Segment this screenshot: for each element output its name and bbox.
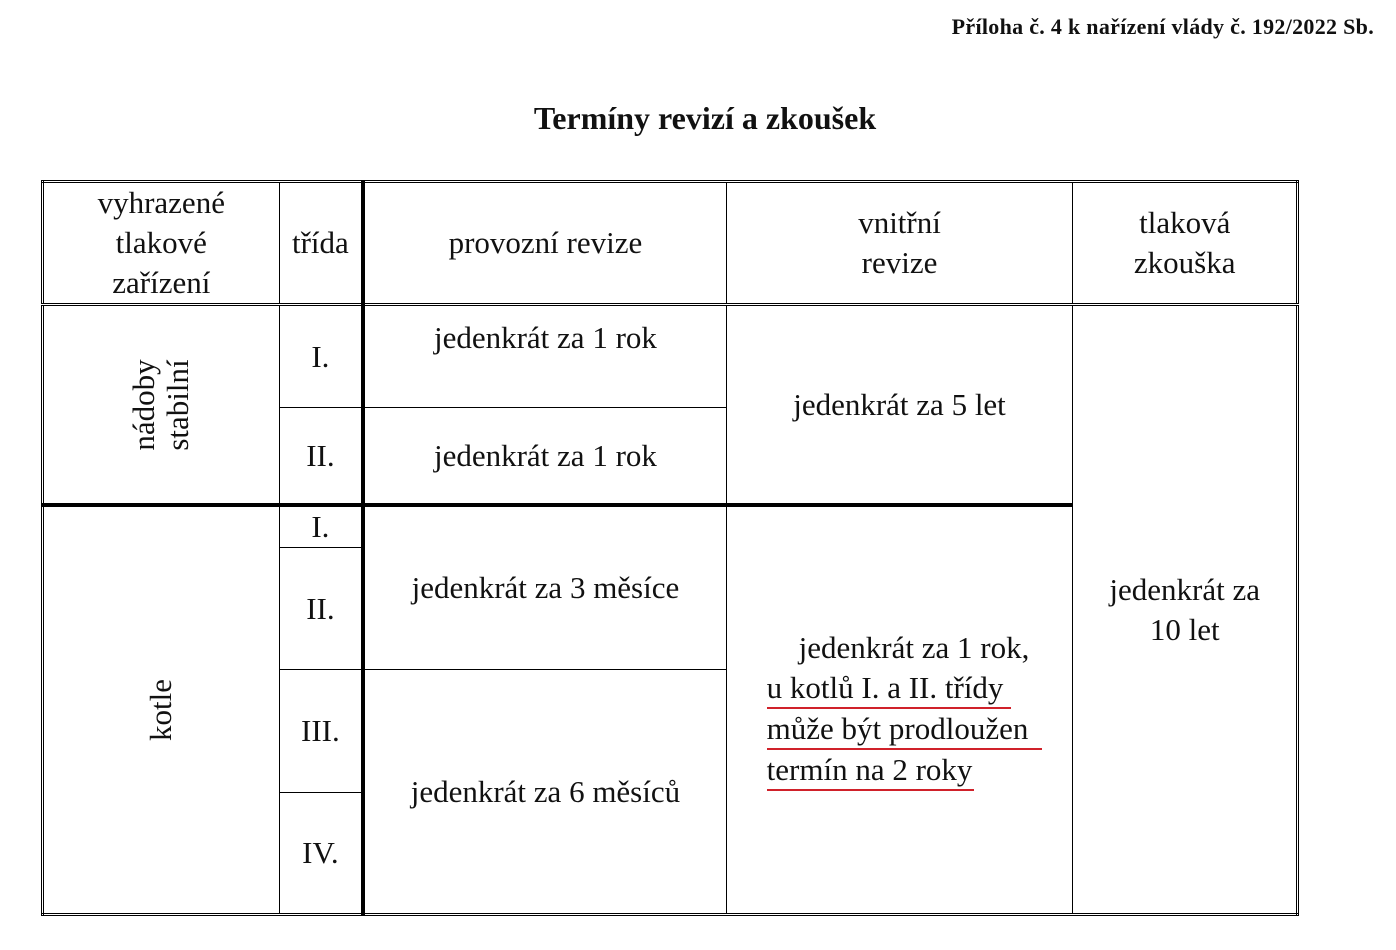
class-boilers-2: II. bbox=[279, 547, 363, 669]
class-boilers-3: III. bbox=[279, 670, 363, 792]
page-title: Termíny revizí a zkoušek bbox=[533, 100, 877, 136]
group-vessels: nádoby stabilní bbox=[43, 305, 280, 505]
underlined-text: u kotlů I. a II. třídy bbox=[767, 669, 1012, 709]
header-pressure-test: tlaková zkouška bbox=[1073, 182, 1298, 305]
internal-vessels: jedenkrát za 5 let bbox=[726, 305, 1073, 505]
group-boilers: kotle bbox=[43, 505, 280, 915]
table-row bbox=[43, 305, 1298, 408]
internal-boilers bbox=[726, 505, 1073, 915]
class-vessels-2: II. bbox=[279, 408, 363, 505]
table-header-row bbox=[43, 182, 1298, 305]
header-device: vyhrazené tlakové zařízení bbox=[43, 182, 280, 305]
class-boilers-4: IV. bbox=[279, 792, 363, 914]
pressure-test-all: jedenkrát za 10 let bbox=[1073, 305, 1298, 915]
underlined-text: termín na 2 roky bbox=[767, 751, 975, 791]
annex-reference: Příloha č. 4 k nařízení vlády č. 192/2022 Sb. bbox=[951, 14, 1374, 39]
header-internal-revision: vnitřní revize bbox=[726, 182, 1073, 305]
operational-vessels-2: jedenkrát za 1 rok bbox=[363, 408, 726, 505]
internal-boilers-note: jedenkrát za 1 rok, u kotlů I. a II. třídy může být prodloužen termín na 2 roky bbox=[757, 628, 1043, 791]
class-boilers-1: I. bbox=[279, 505, 363, 548]
class-vessels-1: I. bbox=[279, 305, 363, 408]
revision-table bbox=[41, 180, 1299, 916]
operational-vessels-1: jedenkrát za 1 rok bbox=[363, 305, 726, 408]
header-operational-revision: provozní revize bbox=[363, 182, 726, 305]
underlined-text: může být prodloužen bbox=[767, 710, 1043, 750]
header-class: třída bbox=[279, 182, 363, 305]
operational-boilers-1-2: jedenkrát za 3 měsíce bbox=[363, 505, 726, 670]
operational-boilers-3-4: jedenkrát za 6 měsíců bbox=[363, 670, 726, 915]
